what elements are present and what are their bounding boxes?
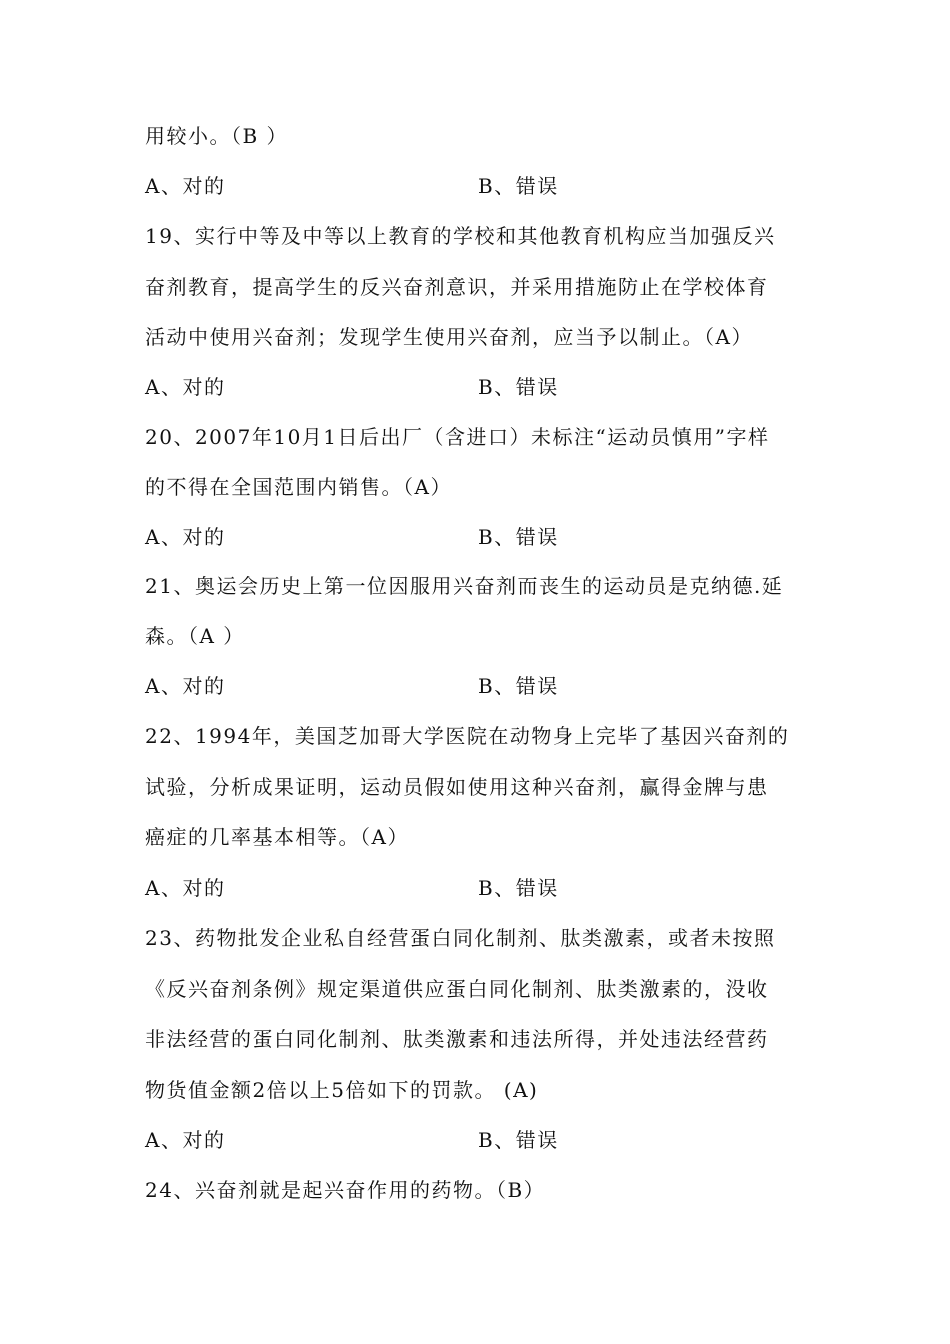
question-22-line-1: 22、1994年，美国芝加哥大学医院在动物身上完毕了基因兴奋剂的 (145, 724, 790, 748)
q22-option-b: B、错误 (478, 876, 559, 900)
question-19-line-1: 19、实行中等及中等以上教育的学校和其他教育机构应当加强反兴 (145, 224, 776, 248)
q21-option-a: A、对的 (145, 674, 226, 698)
q20-option-a: A、对的 (145, 525, 226, 549)
question-19-line-2: 奋剂教育，提高学生的反兴奋剂意识，并采用措施防止在学校体育 (145, 275, 769, 299)
question-20-line-1: 20、2007年10月1日后出厂（含进口）未标注“运动员慎用”字样 (145, 425, 770, 449)
question-21-line-1: 21、奥运会历史上第一位因服用兴奋剂而丧生的运动员是克纳德.延 (145, 574, 784, 598)
question-24-line-1: 24、兴奋剂就是起兴奋作用的药物。（B） (145, 1178, 546, 1202)
question-19-line-3: 活动中使用兴奋剂；发现学生使用兴奋剂，应当予以制止。（A） (145, 325, 753, 349)
q19-option-b: B、错误 (478, 375, 559, 399)
q18-option-b: B、错误 (478, 174, 559, 198)
question-23-line-2: 《反兴奋剂条例》规定渠道供应蛋白同化制剂、肽类激素的，没收 (145, 977, 769, 1001)
question-23-line-3: 非法经营的蛋白同化制剂、肽类激素和违法所得，并处违法经营药 (145, 1027, 769, 1051)
question-18-tail: 用较小。（B ） (145, 124, 289, 148)
q21-option-b: B、错误 (478, 674, 559, 698)
question-23-line-4: 物货值金额2倍以上5倍如下的罚款。 (A) (145, 1078, 539, 1102)
question-21-line-2: 森。（A ） (145, 624, 245, 648)
q22-option-a: A、对的 (145, 876, 226, 900)
question-20-line-2: 的不得在全国范围内销售。（A） (145, 475, 452, 499)
question-22-line-3: 癌症的几率基本相等。（A） (145, 825, 409, 849)
question-22-line-2: 试验，分析成果证明，运动员假如使用这种兴奋剂，赢得金牌与患 (145, 775, 769, 799)
q19-option-a: A、对的 (145, 375, 226, 399)
q23-option-b: B、错误 (478, 1128, 559, 1152)
q23-option-a: A、对的 (145, 1128, 226, 1152)
q20-option-b: B、错误 (478, 525, 559, 549)
question-23-line-1: 23、药物批发企业私自经营蛋白同化制剂、肽类激素，或者未按照 (145, 926, 776, 950)
q18-option-a: A、对的 (145, 174, 226, 198)
